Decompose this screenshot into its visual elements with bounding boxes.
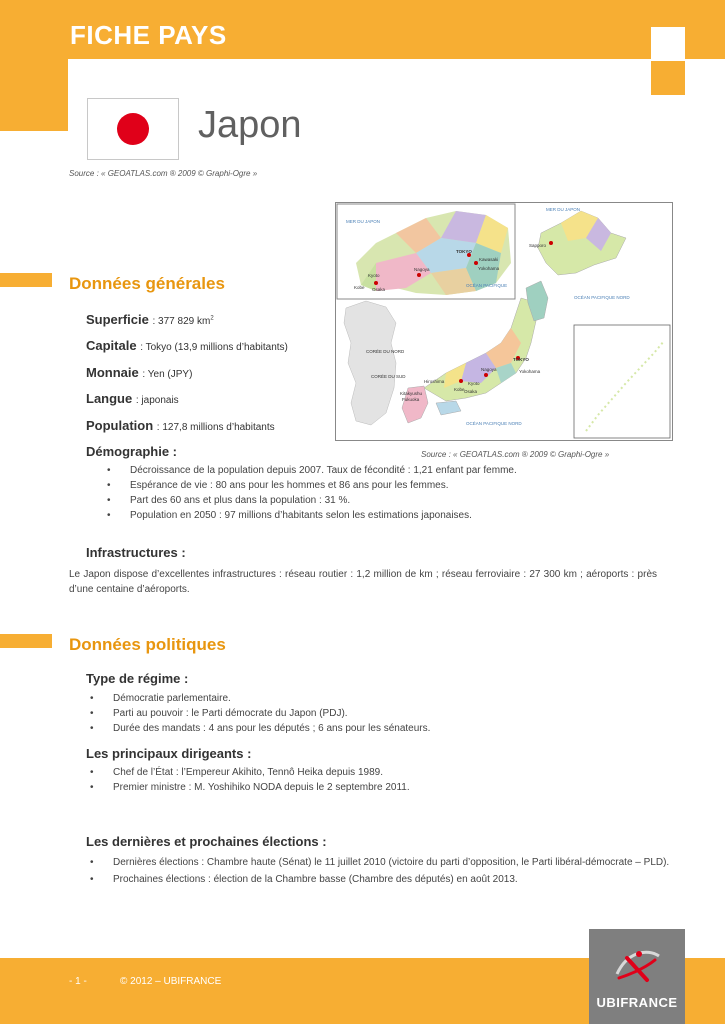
map-label: Fukuoka	[402, 397, 420, 402]
regime-label: Type de régime :	[86, 671, 189, 686]
list-item: • Démocratie parlementaire.	[86, 693, 666, 704]
map-label: OCÉAN PACIFIQUE	[466, 283, 508, 288]
map-source: Source : « GEOATLAS.com ® 2009 © Graphi-Ogre »	[421, 450, 610, 459]
japan-flag-icon	[87, 98, 179, 160]
map-label: Nagoya	[414, 267, 430, 272]
map-label: Kobe	[454, 387, 465, 392]
superficie-value: 377 829 km	[158, 316, 211, 327]
capitale-row: Capitale : Tokyo (13,9 millions d’habitants)	[86, 338, 288, 353]
map-label: TOKYO	[513, 357, 529, 362]
map-label: Hiroshima	[424, 379, 445, 384]
map-label: MER DU JAPON	[546, 207, 581, 212]
demographie-label: Démographie :	[86, 444, 178, 459]
population-value: 127,8 millions d’habitants	[162, 422, 275, 433]
map-label: CORÉE DU NORD	[366, 349, 405, 354]
langue-value: japonais	[141, 395, 179, 406]
decorative-square-white	[651, 27, 685, 59]
map-label: Osaka	[372, 287, 386, 292]
page-title: FICHE PAYS	[70, 20, 227, 50]
population-row: Population : 127,8 millions d’habitants	[86, 418, 275, 433]
map-label: Yokohama	[519, 369, 541, 374]
section-marker	[0, 634, 52, 648]
elections-label: Les dernières et prochaines élections :	[86, 834, 327, 849]
flag-source: Source : « GEOATLAS.com ® 2009 © Graphi-Ogre »	[69, 169, 258, 178]
list-item: • Espérance de vie : 80 ans pour les hommes et 86 ans pour les femmes.	[103, 480, 663, 491]
map-label: Kawasaki	[479, 257, 499, 262]
japan-map	[335, 202, 673, 441]
population-label: Population	[86, 418, 154, 433]
map-label: Kitakyushu	[400, 391, 423, 396]
section-title-political: Données politiques	[69, 635, 226, 654]
header-side-block	[0, 59, 68, 131]
country-title: Japon	[198, 104, 302, 146]
capitale-value: Tokyo (13,9 millions d’habitants)	[145, 342, 288, 353]
section-title-general: Données générales	[69, 274, 225, 293]
copyright: © 2012 – UBIFRANCE	[120, 976, 222, 987]
list-item: • Parti au pouvoir : le Parti démocrate du Japon (PDJ).	[86, 708, 666, 719]
superficie-label: Superficie	[86, 312, 149, 327]
map-label: Kyoto	[368, 273, 380, 278]
map-label: CORÉE DU SUD	[371, 374, 406, 379]
leaders-label: Les principaux dirigeants :	[86, 746, 252, 761]
logo-text: UBIFRANCE	[596, 995, 678, 1010]
list-item: • Dernières élections : Chambre haute (Sénat) le 11 juillet 2010 (victoire du parti d’opposition, le Parti libéral-démocrate – PLD).	[86, 855, 673, 870]
regime-list	[86, 693, 666, 738]
map-label: Osaka	[464, 389, 478, 394]
map-label: MER DU JAPON	[346, 219, 381, 224]
map-label: Yokohama	[478, 266, 500, 271]
list-item: • Part des 60 ans et plus dans la population : 31 %.	[103, 495, 663, 506]
ubifrance-logo	[589, 929, 685, 1024]
monnaie-label: Monnaie	[86, 365, 139, 380]
map-label: Kyoto	[468, 381, 480, 386]
demographie-list	[103, 465, 663, 525]
leaders-list	[86, 767, 666, 797]
capitale-label: Capitale	[86, 338, 137, 353]
list-item: • Population en 2050 : 97 millions d’habitants selon les estimations japonaises.	[103, 510, 663, 521]
page-number: - 1 -	[69, 976, 87, 987]
elections-list	[86, 855, 673, 889]
list-item: • Premier ministre : M. Yoshihiko NODA depuis le 2 septembre 2011.	[86, 782, 666, 793]
infrastructures-text: Le Japon dispose d’excellentes infrastructures : réseau routier : 1,2 million de km ; réseau ferroviaire : 27 300 km ; aéroports : près d’une centaine d’aéroports.	[69, 569, 657, 595]
map-label: OCÉAN PACIFIQUE NORD	[574, 295, 630, 300]
superficie-row: Superficie : 377 829 $km^2$	[86, 312, 214, 327]
map-label: Nagoya	[481, 367, 497, 372]
monnaie-row: Monnaie : Yen (JPY)	[86, 365, 193, 380]
langue-row: Langue : japonais	[86, 391, 179, 406]
list-item: • Durée des mandats : 4 ans pour les députés ; 6 ans pour les sénateurs.	[86, 723, 666, 734]
langue-label: Langue	[86, 391, 133, 406]
superficie-unit-exp: 2	[210, 315, 214, 322]
map-label: Sapporo	[529, 243, 547, 248]
list-item: • Prochaines élections : élection de la Chambre basse (Chambre des députés) en août 2013.	[86, 874, 673, 885]
monnaie-value: Yen (JPY)	[147, 369, 193, 380]
map-label: OCÉAN PACIFIQUE NORD	[466, 421, 522, 426]
infrastructures-label: Infrastructures :	[86, 545, 186, 560]
map-label: TOKYO	[456, 249, 472, 254]
decorative-square-orange	[651, 61, 685, 95]
list-item: • Chef de l’État : l’Empereur Akihito, Tennô Heika depuis 1989.	[86, 767, 666, 778]
map-label: Kobe	[354, 285, 365, 290]
list-item: • Décroissance de la population depuis 2007. Taux de fécondité : 1,21 enfant par femme.	[103, 465, 663, 476]
section-marker	[0, 273, 52, 287]
